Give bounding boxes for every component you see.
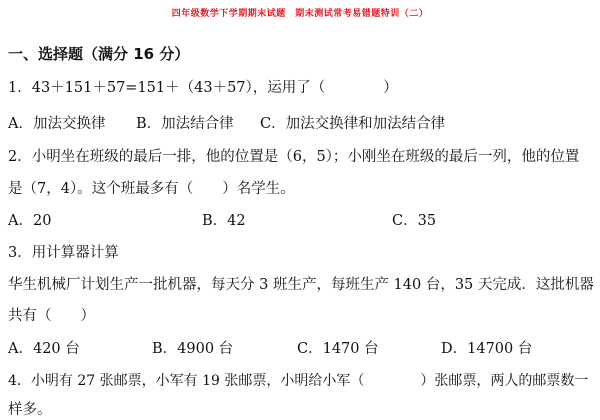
question-1-option-b: B．加法结合律 [136,116,234,132]
question-1-stem: 1．43＋151＋57=151＋（43＋57），运用了（ ） [8,80,398,96]
question-2-line-2: 是（7，4）。这个班最多有（ ）名学生。 [8,181,295,197]
question-2-option-a: A．20 [8,213,52,229]
question-2-option-b: B．42 [202,213,246,229]
question-3-option-c: C．1470 台 [297,341,379,357]
question-2-option-c: C．35 [392,213,437,229]
question-3-option-a: A．420 台 [8,341,80,357]
question-4-line-1: 4．小明有 27 张邮票，小军有 19 张邮票，小明给小军（ ）张邮票，两人的邮票数一 [8,373,589,389]
section-heading-choice: 一、选择题（满分 16 分） [8,45,190,63]
question-3-title: 3．用计算器计算 [8,245,119,261]
document-title: 四年级数学下学期期末试题 期末测试常考易错题特训（二） [171,9,429,19]
question-3-line-2: 共有（ ） [8,308,95,324]
question-4-line-2: 样多。 [8,402,52,418]
question-2-line-1: 2．小明坐在班级的最后一排，他的位置是（6，5）；小刚坐在班级的最后一列，他的位置 [8,149,580,165]
question-3-option-b: B．4900 台 [152,341,234,357]
question-3-option-d: D．14700 台 [441,341,533,357]
question-1-option-c: C．加法交换律和加法结合律 [260,116,446,132]
question-3-line-1: 华生机械厂计划生产一批机器，每天分 3 班生产，每班生产 140 台，35 天完成．这批机器 [8,277,594,293]
question-1-option-a: A．加法交换律 [8,116,106,132]
